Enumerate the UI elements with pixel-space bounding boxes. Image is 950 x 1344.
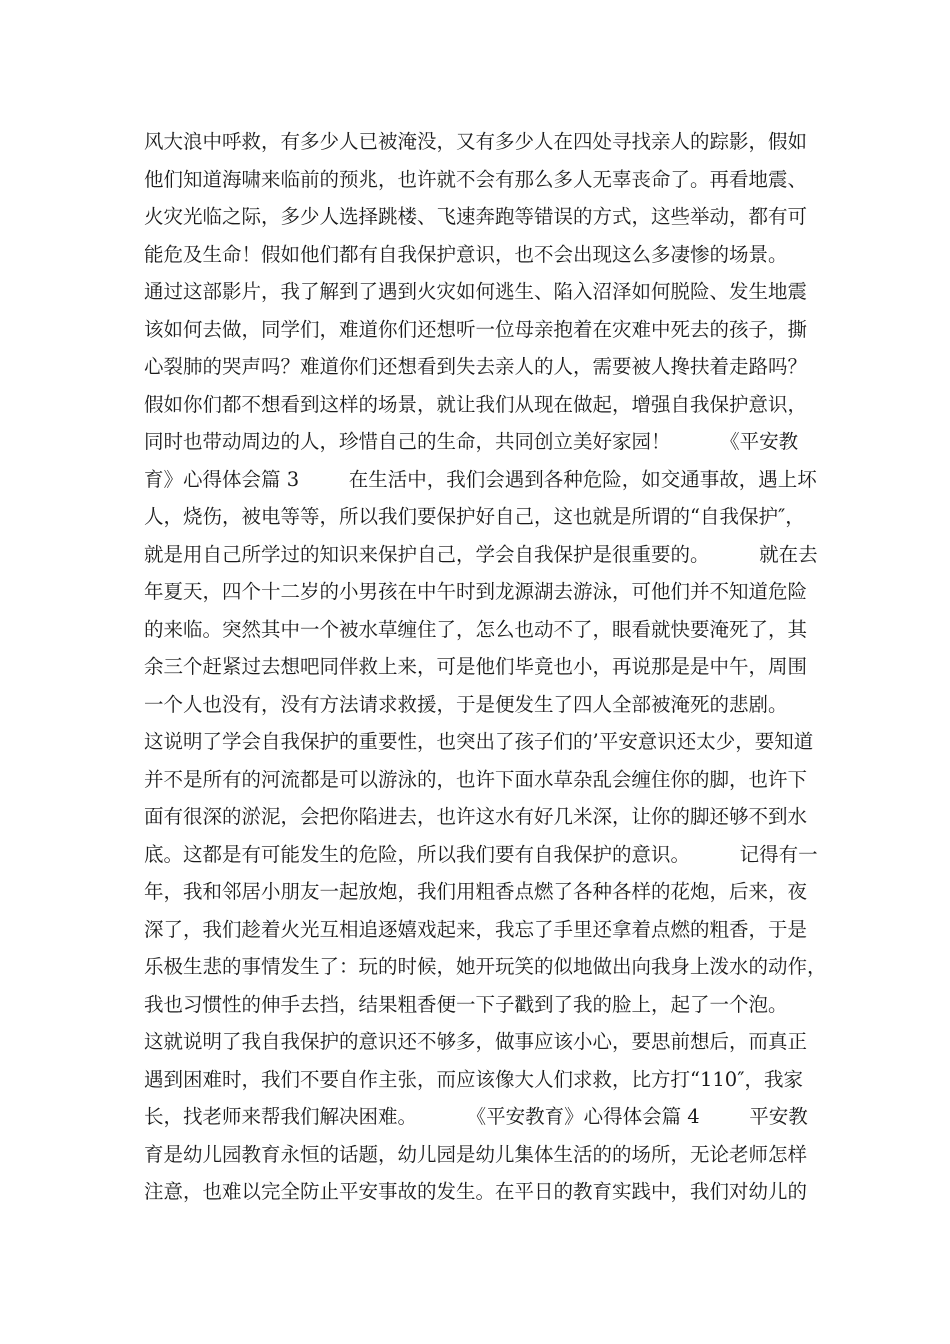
text-line: 能危及生命！假如他们都有自我保护意识，也不会出现这么多凄惨的场景。 bbox=[144, 242, 788, 266]
text-line: 育》心得体会篇 3 在生活中，我们会遇到各种危险，如交通事故，遇上坏 bbox=[144, 467, 817, 491]
text-line: 该如何去做，同学们，难道你们还想听一位母亲抱着在灾难中死去的孩子，撕 bbox=[144, 317, 808, 341]
text-line: 人，烧伤，被电等等，所以我们要保护好自己，这也就是所谓的“自我保护″， bbox=[144, 505, 805, 528]
text-line: 同时也带动周边的人，珍惜自己的生命，共同创立美好家园！ 《平安教 bbox=[144, 430, 799, 453]
body-text bbox=[144, 123, 827, 1211]
text-line: 并不是所有的河流都是可以游泳的，也许下面水草杂乱会缠住你的脚，也许下 bbox=[144, 767, 808, 791]
text-line: 就是用自己所学过的知识来保护自己，学会自我保护是很重要的。 就在去 bbox=[144, 542, 818, 566]
text-line: 底。这都是有可能发生的危险，所以我们要有自我保护的意识。 记得有一 bbox=[144, 842, 818, 866]
text-line: 乐极生悲的事情发生了：玩的时候，她开玩笑的似地做出向我身上泼水的动作， bbox=[144, 955, 827, 978]
text-line: 深了，我们趁着火光互相追逐嬉戏起来，我忘了手里还拿着点燃的粗香，于是 bbox=[144, 917, 808, 941]
text-line: 的来临。突然其中一个被水草缠住了，怎么也动不了，眼看就快要淹死了，其 bbox=[144, 617, 808, 641]
text-line: 注意，也难以完全防止平安事故的发生。在平日的教育实践中，我们对幼儿的 bbox=[144, 1180, 808, 1203]
text-line: 长，找老师来帮我们解决困难。 《平安教育》心得体会篇 4 平安教 bbox=[144, 1105, 808, 1128]
text-line: 假如你们都不想看到这样的场景，就让我们从现在做起，增强自我保护意识， bbox=[144, 392, 808, 416]
text-line: 余三个赶紧过去想吧同伴救上来，可是他们毕竟也小，再说那是是中午，周围 bbox=[144, 655, 808, 678]
text-line: 他们知道海啸来临前的预兆，也许就不会有那么多人无辜丧命了。再看地震、 bbox=[144, 167, 808, 191]
text-line: 一个人也没有，没有方法请求救援，于是便发生了四人全部被淹死的悲剧。 bbox=[144, 692, 788, 716]
text-line: 心裂肺的哭声吗？难道你们还想看到失去亲人的人，需要被人搀扶着走路吗？ bbox=[144, 355, 808, 378]
text-line: 遇到困难时，我们不要自作主张，而应该像大人们求救，比方打“110″，我家 bbox=[144, 1067, 803, 1091]
text-line: 这就说明了我自我保护的意识还不够多，做事应该小心，要思前想后，而真正 bbox=[144, 1030, 808, 1053]
text-line: 年夏天，四个十二岁的小男孩在中午时到龙源湖去游泳，可他们并不知道危险 bbox=[144, 580, 808, 603]
text-line: 火灾光临之际，多少人选择跳楼、飞速奔跑等错误的方式，这些举动，都有可 bbox=[144, 205, 808, 228]
text-line: 育是幼儿园教育永恒的话题，幼儿园是幼儿集体生活的的场所，无论老师怎样 bbox=[144, 1142, 808, 1166]
text-line: 通过这部影片，我了解到了遇到火灾如何逃生、陷入沼泽如何脱险、发生地震 bbox=[144, 280, 808, 303]
text-line: 年，我和邻居小朋友一起放炮，我们用粗香点燃了各种各样的花炮，后来，夜 bbox=[144, 880, 808, 903]
text-line: 我也习惯性的伸手去挡，结果粗香便一下子戳到了我的脸上，起了一个泡。 bbox=[144, 992, 788, 1016]
text-line: 这说明了学会自我保护的重要性，也突出了孩子们的’平安意识还太少，要知道 bbox=[144, 730, 814, 753]
text-line: 风大浪中呼救，有多少人已被淹没，又有多少人在四处寻找亲人的踪影，假如 bbox=[144, 130, 808, 153]
text-line: 面有很深的淤泥，会把你陷进去，也许这水有好几米深，让你的脚还够不到水 bbox=[144, 805, 808, 828]
